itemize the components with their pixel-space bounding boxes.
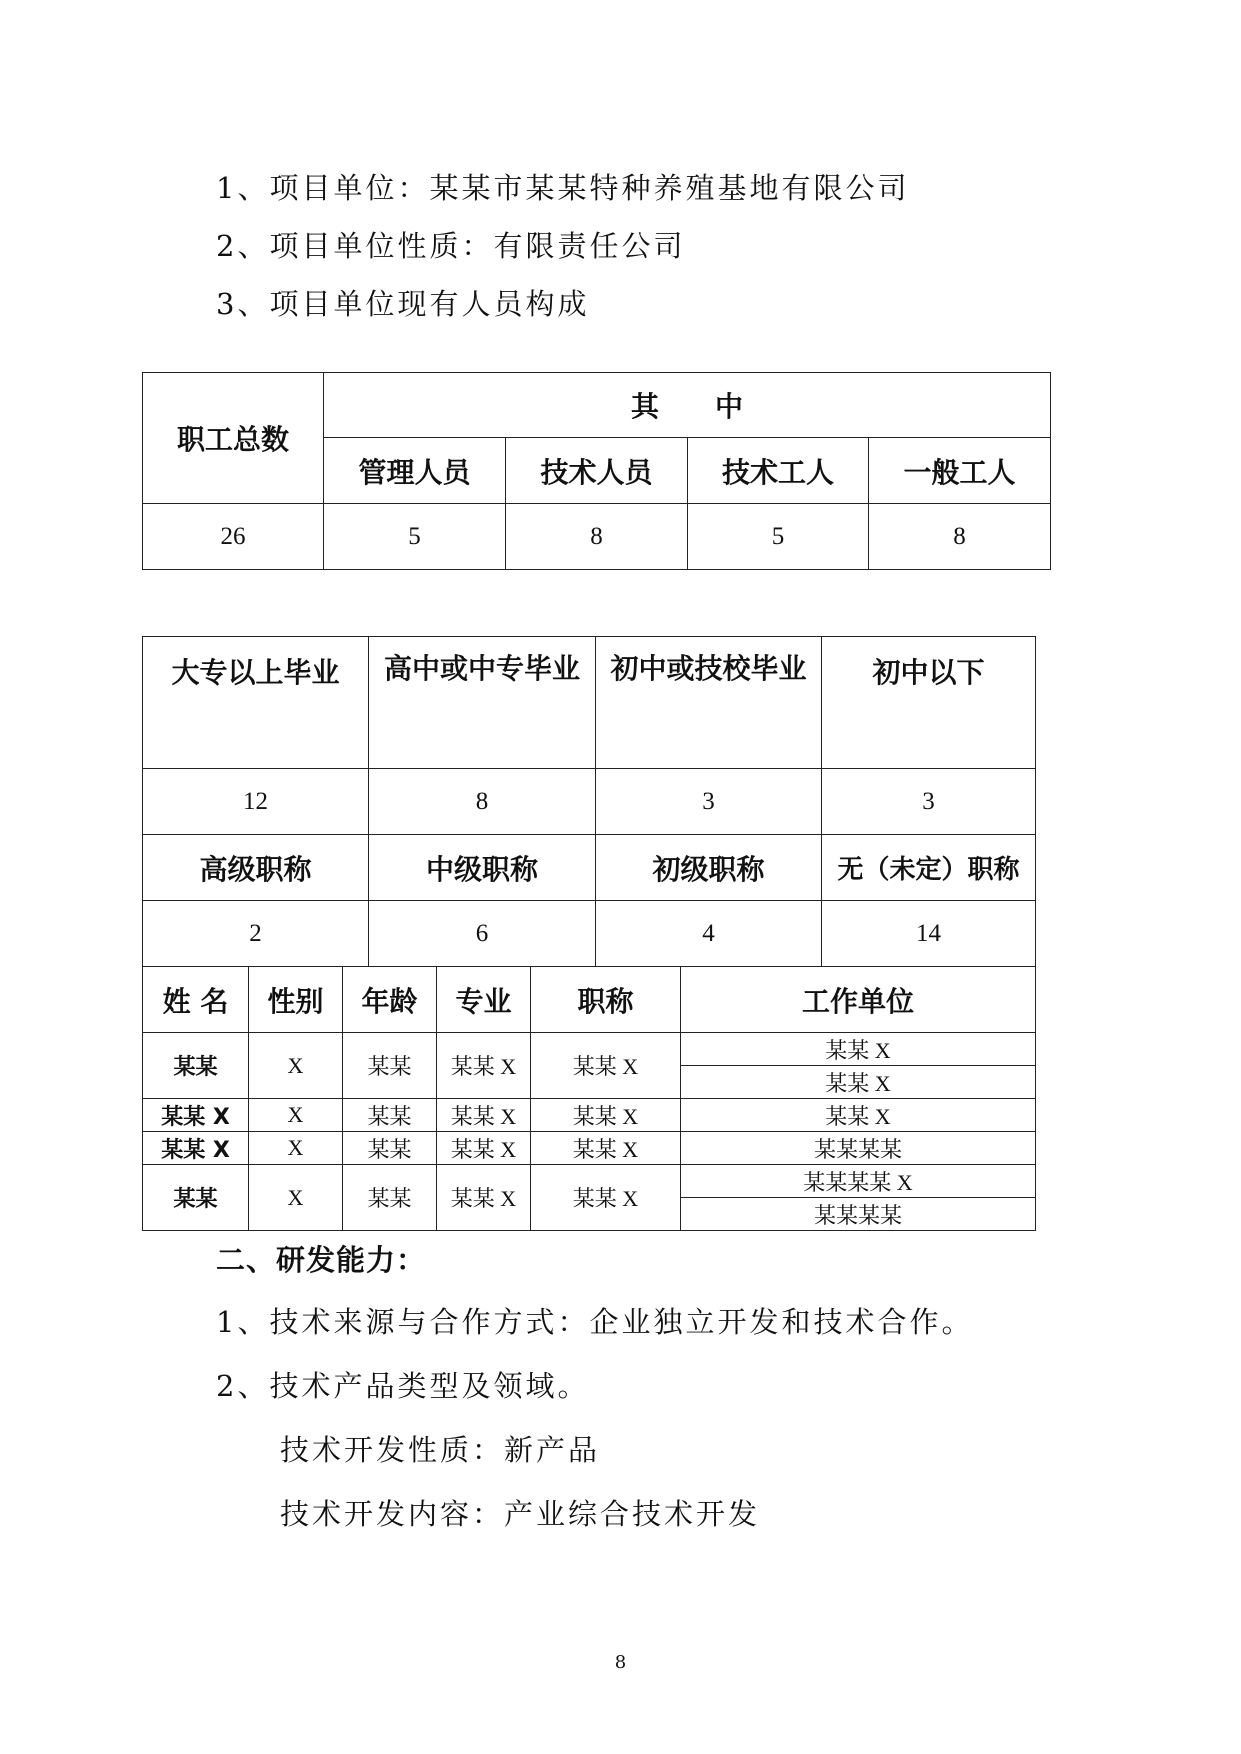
header-work-unit: 工作单位 [681,967,1036,1033]
table-row [143,1033,1036,1066]
person-work-unit: 某某 X [681,1099,1036,1132]
person-age: 某某 [343,1033,437,1099]
edu-college-value: 12 [143,769,369,835]
tech-dev-content: 技术开发内容：产业综合技术开发 [280,1497,761,1531]
title-none-header: 无（未定）职称 [822,835,1036,901]
title-senior-header: 高级职称 [143,835,369,901]
person-title: 某某 X [531,1099,681,1132]
edu-highschool-header: 高中或中专毕业 [369,637,596,769]
person-work-unit: 某某某某 [681,1198,1036,1231]
person-title: 某某 X [531,1033,681,1099]
header-title: 职称 [531,967,681,1033]
edu-college-header: 大专以上毕业 [143,637,369,769]
title-junior-value: 4 [596,901,822,967]
total-value: 26 [143,504,324,570]
person-title: 某某 X [531,1132,681,1165]
unit-nature: 2、项目单位性质：有限责任公司 [216,229,686,263]
tech-dev-nature: 技术开发性质：新产品 [280,1433,601,1467]
people-table [142,966,1036,1231]
unit-name: 1、项目单位：某某市某某特种养殖基地有限公司 [216,171,910,205]
person-work-unit: 某某 X [681,1033,1036,1066]
management-value: 5 [324,504,506,570]
edu-middleschool-value: 3 [596,769,822,835]
header-age: 年龄 [343,967,437,1033]
education-table [142,636,1036,967]
person-name: 某某 [143,1033,249,1099]
table-row [143,1165,1036,1198]
header-name: 姓 名 [143,967,249,1033]
tech-product-type: 2、技术产品类型及领域。 [216,1369,590,1403]
col-technical-workers: 技术工人 [688,438,869,504]
person-name: 某某 [143,1165,249,1231]
section-rd-heading: 二、研发能力： [216,1243,427,1277]
table-row [143,1132,1036,1165]
tech-source: 1、技术来源与合作方式：企业独立开发和技术合作。 [216,1305,974,1339]
staff-composition-heading: 3、项目单位现有人员构成 [216,287,590,321]
person-major: 某某 X [437,1132,531,1165]
person-name: 某某 X [143,1132,249,1165]
edu-below-value: 3 [822,769,1036,835]
edu-middleschool-header: 初中或技校毕业 [596,637,822,769]
edu-below-header: 初中以下 [822,637,1036,769]
col-general-workers: 一般工人 [869,438,1051,504]
person-age: 某某 [343,1132,437,1165]
header-major: 专业 [437,967,531,1033]
person-age: 某某 [343,1165,437,1231]
total-staff-header: 职工总数 [143,373,324,504]
person-name: 某某 X [143,1099,249,1132]
edu-highschool-value: 8 [369,769,596,835]
general-workers-value: 8 [869,504,1051,570]
person-sex: X [249,1165,343,1231]
col-management: 管理人员 [324,438,506,504]
col-technical-staff: 技术人员 [506,438,688,504]
person-title: 某某 X [531,1165,681,1231]
person-major: 某某 X [437,1165,531,1231]
person-work-unit: 某某某某 [681,1132,1036,1165]
technical-staff-value: 8 [506,504,688,570]
staff-table [142,372,1051,570]
title-none-value: 14 [822,901,1036,967]
header-sex: 性别 [249,967,343,1033]
person-sex: X [249,1099,343,1132]
title-junior-header: 初级职称 [596,835,822,901]
person-sex: X [249,1033,343,1099]
person-age: 某某 [343,1099,437,1132]
person-sex: X [249,1132,343,1165]
person-major: 某某 X [437,1033,531,1099]
person-work-unit: 某某 X [681,1066,1036,1099]
technical-workers-value: 5 [688,504,869,570]
page-number: 8 [614,1652,627,1673]
person-major: 某某 X [437,1099,531,1132]
person-work-unit: 某某某某 X [681,1165,1036,1198]
title-intermediate-header: 中级职称 [369,835,596,901]
title-senior-value: 2 [143,901,369,967]
among-header: 其 中 [324,373,1051,438]
title-intermediate-value: 6 [369,901,596,967]
table-row [143,1099,1036,1132]
